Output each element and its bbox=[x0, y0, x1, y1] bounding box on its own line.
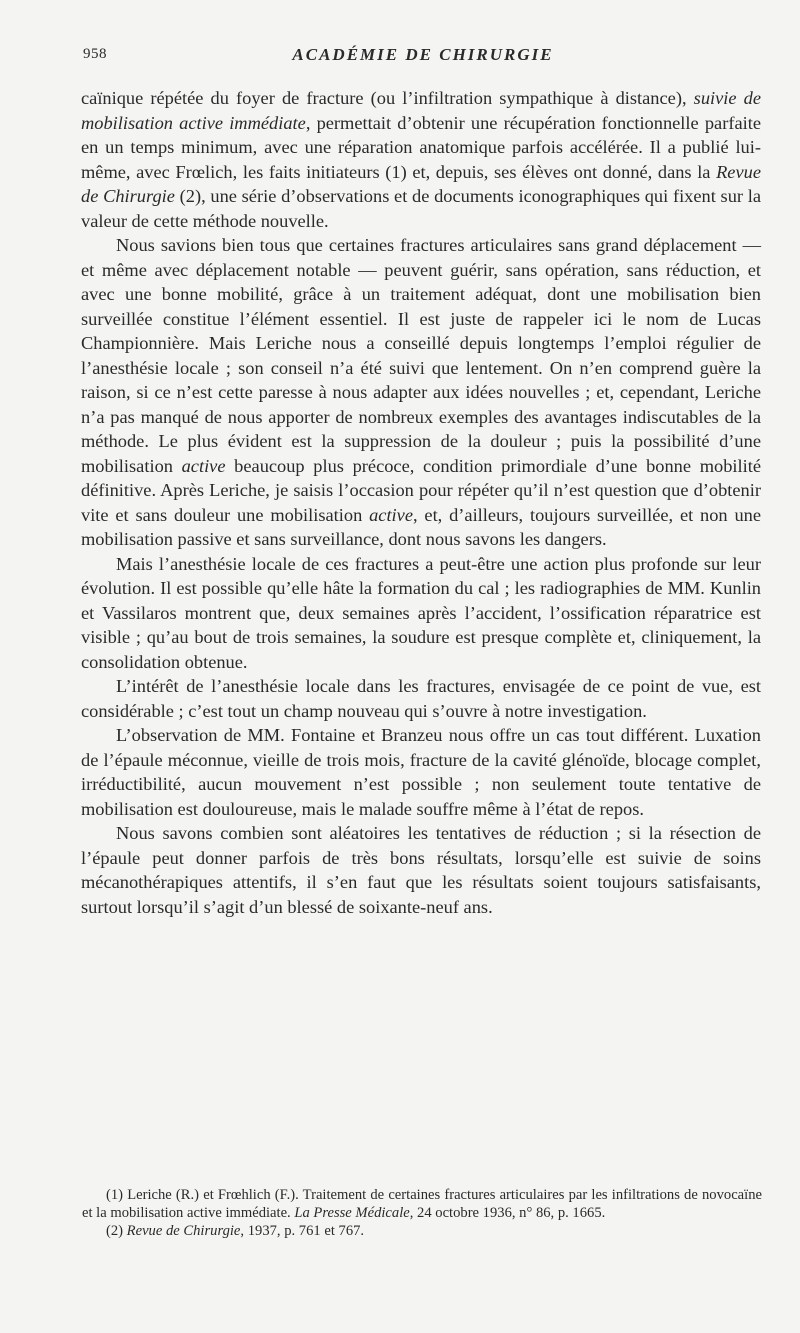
text-segment: (2) bbox=[106, 1223, 127, 1239]
text-segment: Mais l’anesthésie locale de ces fractures a peut-être une action plus profonde sur leur évolution. Il est possible qu’elle hâte la formation du cal ; les radiographies de MM. Kunlin et Vassilaros montrent que, deux semaines après l’accident, l’ossification réparatrice est visible ; qu’au bout de trois semaines, la soudure est presque complète et, cliniquement, la consolidation obtenue. bbox=[81, 553, 761, 672]
italic-text-segment: La Presse Médicale bbox=[294, 1205, 410, 1221]
paragraph bbox=[81, 674, 761, 723]
text-segment: L’observation de MM. Fontaine et Branzeu nous offre un cas tout différent. Luxation de l’épaule méconnue, vieille de trois mois, fracture de la cavité glénoïde, blocage complet, irréductibilité, aucun mouvement n’est possible ; non seulement toute tentative de mobilisation est douloureuse, mais le malade souffre même à l’état de repos. bbox=[81, 725, 761, 819]
paragraph bbox=[81, 552, 761, 675]
text-segment: , et, d’ailleurs, toujours surveillée, et non une mobilisation passive et sans surveillance, dont nous savons les dangers. bbox=[81, 504, 761, 549]
text-segment: Nous savions bien tous que certaines fractures articulaires sans grand déplacement — et même avec déplacement notable — peuvent guérir, sans opération, sans réduction, et avec une bonne mobilité, grâce à un traitement adéquat, dont une mobilisation bien surveillée constitue l’élément essentiel. Il est juste de rappeler ici le nom de Lucas Championnière. Mais Leriche nous a conseillé depuis longtemps l’emploi régulier de l’anesthésie locale ; son conseil n’a été suivi que lentement. On n’en comprend guère la raison, si ce n’est cette paresse à nous adapter aux idées nouvelles ; et, cependant, Leriche n’a pas manqué de nous apporter de nombreux exemples des avantages indiscutables de la méthode. Le plus évident est la suppression de la douleur ; puis la possibilité d’une mobilisation bbox=[81, 235, 761, 476]
italic-text-segment: suivie de mobilisation active immédiate bbox=[81, 88, 762, 133]
text-segment: , 24 octobre 1936, n° 86, p. 1665. bbox=[409, 1205, 606, 1221]
paragraph bbox=[81, 821, 761, 919]
footnote bbox=[82, 1186, 762, 1222]
footnotes bbox=[82, 1186, 762, 1240]
page-header bbox=[83, 46, 763, 72]
footnote bbox=[82, 1222, 762, 1240]
italic-text-segment: Revue de Chirurgie bbox=[126, 1223, 241, 1239]
paragraph bbox=[81, 723, 761, 821]
paragraph bbox=[81, 86, 761, 233]
page-number: 958 bbox=[83, 46, 107, 62]
paragraph bbox=[81, 233, 761, 552]
italic-text-segment: Revue de Chirurgie bbox=[81, 161, 761, 206]
running-title: ACADÉMIE DE CHIRURGIE bbox=[292, 45, 554, 64]
italic-text-segment: active bbox=[369, 504, 413, 525]
body-text bbox=[81, 86, 761, 919]
text-segment: , 1937, p. 761 et 767. bbox=[240, 1223, 365, 1239]
text-segment: L’intérêt de l’anesthésie locale dans les fractures, envisagée de ce point de vue, est considérable ; c’est tout un champ nouveau qui s’ouvre à notre investigation. bbox=[81, 676, 761, 721]
text-segment: Nous savons combien sont aléatoires les tentatives de réduction ; si la résection de l’épaule peut donner parfois de très bons résultats, lorsqu’elle est suivie de soins mécanothérapiques attentifs, il s’en faut que les résultats soient toujours satisfaisants, surtout lorsqu’il s’agit d’un blessé de soixante-neuf ans. bbox=[81, 823, 761, 917]
text-segment: , permettait d’obtenir une récupération fonctionnelle parfaite en un temps minimum, avec une réparation anatomique parfois accélérée. Il a publié lui-même, avec Frœlich, les faits initiateurs (1) et, depuis, ses élèves ont donné, dans la bbox=[81, 112, 761, 182]
text-segment: (2), une série d’observations et de documents iconographiques qui fixent sur la valeur de cette méthode nouvelle. bbox=[81, 186, 762, 231]
italic-text-segment: active bbox=[181, 455, 226, 476]
text-segment: (1) Leriche (R.) et Frœhlich (F.). Traitement de certaines fractures articulaires par les infiltrations de novocaïne et la mobilisation active immédiate. bbox=[82, 1187, 762, 1221]
text-segment: caïnique répétée du foyer de fracture (ou l’infiltration sympathique à distance), bbox=[81, 88, 694, 108]
text-segment: beaucoup plus précoce, condition primordiale d’une bonne mobilité définitive. Après Leriche, je saisis l’occasion pour répéter qu’il n’est question que d’obtenir vite et sans douleur une mobilisation bbox=[81, 455, 761, 525]
